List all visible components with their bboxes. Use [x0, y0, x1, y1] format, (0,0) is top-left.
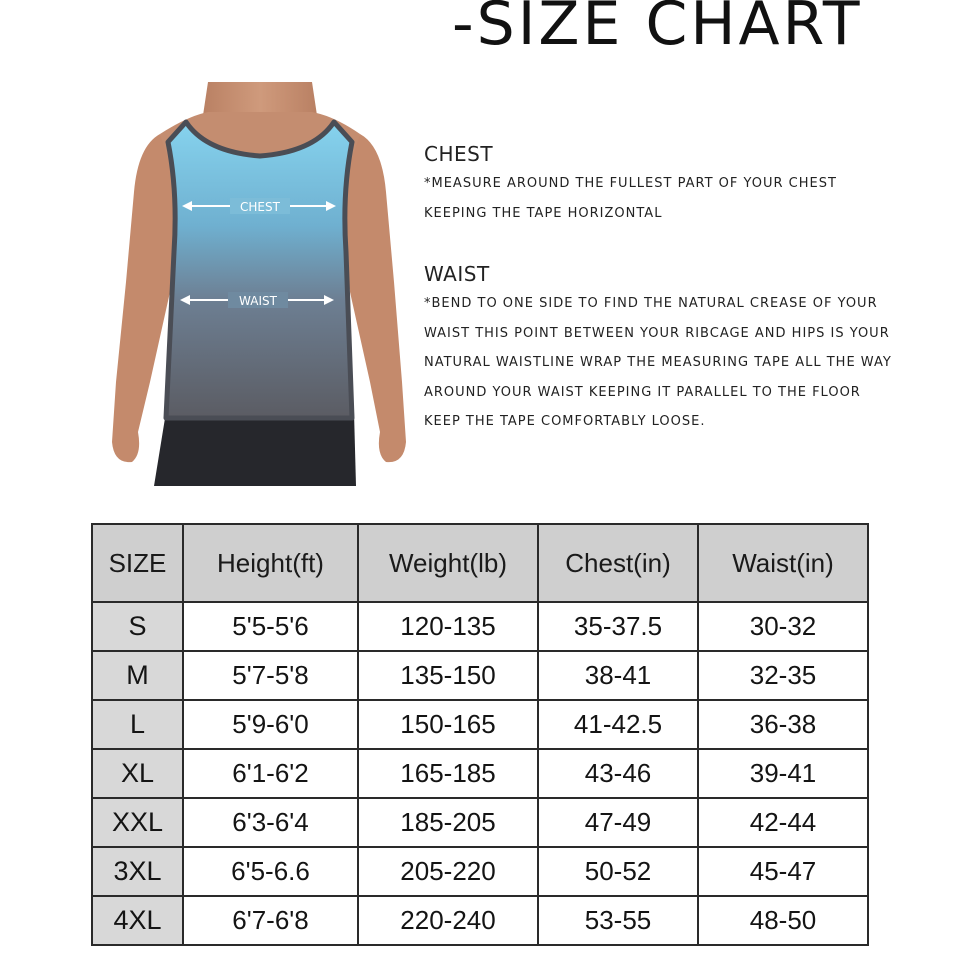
waist-cell: 42-44 [698, 798, 868, 847]
size-cell: M [92, 651, 183, 700]
table-row [92, 896, 868, 945]
height-cell: 6'3-6'4 [183, 798, 358, 847]
chest-guide [424, 141, 924, 228]
chest-cell: 35-37.5 [538, 602, 698, 651]
height-cell: 5'5-5'6 [183, 602, 358, 651]
waist-cell: 36-38 [698, 700, 868, 749]
chest-cell: 38-41 [538, 651, 698, 700]
table-row [92, 798, 868, 847]
chest-guide-heading: CHEST [424, 142, 494, 166]
table-row [92, 749, 868, 798]
weight-cell: 205-220 [358, 847, 538, 896]
size-cell: 3XL [92, 847, 183, 896]
column-header: SIZE [92, 524, 183, 602]
model-figure [90, 82, 430, 487]
column-header: Waist(in) [698, 524, 868, 602]
weight-cell: 220-240 [358, 896, 538, 945]
height-cell: 6'1-6'2 [183, 749, 358, 798]
waist-cell: 39-41 [698, 749, 868, 798]
chest-guide-text: *MEASURE AROUND THE FULLEST PART OF YOUR CHEST KEEPING THE TAPE HORIZONTAL [424, 176, 837, 221]
table-row [92, 847, 868, 896]
weight-cell: 135-150 [358, 651, 538, 700]
column-header: Weight(lb) [358, 524, 538, 602]
waist-cell: 45-47 [698, 847, 868, 896]
waist-guide [424, 261, 924, 437]
chest-cell: 53-55 [538, 896, 698, 945]
waist-guide-heading: WAIST [424, 262, 490, 286]
size-cell: XL [92, 749, 183, 798]
weight-cell: 150-165 [358, 700, 538, 749]
waist-arrow-label: WAIST [239, 294, 277, 308]
weight-cell: 120-135 [358, 602, 538, 651]
table-row [92, 651, 868, 700]
column-header: Chest(in) [538, 524, 698, 602]
height-cell: 6'7-6'8 [183, 896, 358, 945]
table-row [92, 602, 868, 651]
column-header: Height(ft) [183, 524, 358, 602]
chest-arrow-label: CHEST [240, 200, 280, 214]
weight-cell: 185-205 [358, 798, 538, 847]
weight-cell: 165-185 [358, 749, 538, 798]
height-cell: 5'9-6'0 [183, 700, 358, 749]
waist-guide-text: *BEND TO ONE SIDE TO FIND THE NATURAL CREASE OF YOUR WAIST THIS POINT BETWEEN YOUR RIBCAGE AND HIPS IS YOUR NATURAL WAISTLINE WRAP THE MEASURING TAPE ALL THE WAY AROUND YOUR WAIST KEEPING IT PARALLEL TO THE FLOOR KEEP THE TAPE COMFORTABLY LOOSE. [424, 296, 892, 429]
chest-cell: 41-42.5 [538, 700, 698, 749]
shorts-shape [154, 412, 356, 486]
size-cell: 4XL [92, 896, 183, 945]
waist-cell: 48-50 [698, 896, 868, 945]
size-cell: L [92, 700, 183, 749]
waist-cell: 30-32 [698, 602, 868, 651]
size-cell: S [92, 602, 183, 651]
waist-cell: 32-35 [698, 651, 868, 700]
tank-top-shape [166, 122, 352, 418]
size-cell: XXL [92, 798, 183, 847]
size-chart-table [91, 523, 869, 946]
table-row [92, 700, 868, 749]
height-cell: 6'5-6.6 [183, 847, 358, 896]
chest-cell: 43-46 [538, 749, 698, 798]
height-cell: 5'7-5'8 [183, 651, 358, 700]
table-header-row [92, 524, 868, 602]
chest-cell: 50-52 [538, 847, 698, 896]
chest-cell: 47-49 [538, 798, 698, 847]
page-title: -SIZE CHART [452, 0, 863, 59]
